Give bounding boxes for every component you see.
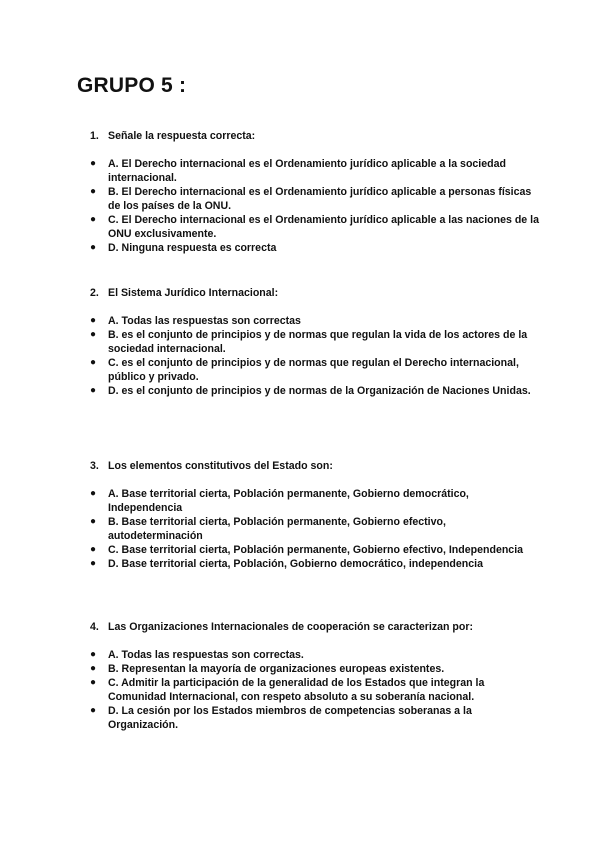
question-3 — [90, 459, 540, 571]
option-d: ● D. Base territorial cierta, Población, Gobierno democrático, independencia — [90, 558, 483, 570]
question-text: Señale la respuesta correcta: — [108, 130, 256, 142]
bullet-icon: ● — [90, 315, 97, 326]
bullet-icon: ● — [90, 242, 97, 253]
option-a: ● A. Base territorial cierta, Población permanente, Gobierno democrático, Independencia — [90, 488, 469, 514]
option-b: ● B. El Derecho internacional es el Ordenamiento jurídico aplicable a personas físicas de los países de la ONU. — [90, 186, 532, 212]
option-a: ● A. Todas las respuestas son correctas. — [90, 649, 304, 661]
question-1 — [90, 129, 540, 255]
bullet-icon: ● — [90, 558, 97, 569]
question-number: 2. — [90, 287, 99, 299]
bullet-icon: ● — [90, 186, 97, 197]
option-d: ● D. Ninguna respuesta es correcta — [90, 242, 277, 254]
option-b: ● B. Representan la mayoría de organizaciones europeas existentes. — [90, 663, 445, 675]
bullet-icon: ● — [90, 488, 97, 499]
bullet-icon: ● — [90, 158, 97, 169]
question-number: 1. — [90, 130, 99, 142]
question-number: 4. — [90, 621, 99, 633]
option-c: ● C. Admitir la participación de la generalidad de los Estados que integran la Comunidad Internacional, con respeto absoluto a su soberanía nacional. — [90, 677, 485, 703]
bullet-icon: ● — [90, 516, 97, 527]
bullet-icon: ● — [90, 357, 97, 368]
bullet-icon: ● — [90, 214, 97, 225]
option-a: ● A. El Derecho internacional es el Ordenamiento jurídico aplicable a la sociedad internacional. — [90, 158, 506, 184]
page-title: GRUPO 5 : — [77, 74, 187, 97]
option-c: ● C. es el conjunto de principios y de normas que regulan el Derecho internacional, público y privado. — [90, 357, 519, 383]
bullet-icon: ● — [90, 544, 97, 555]
option-c: ● C. Base territorial cierta, Población permanente, Gobierno efectivo, Independencia — [90, 544, 524, 556]
bullet-icon: ● — [90, 329, 97, 340]
option-a: ● A. Todas las respuestas son correctas — [90, 315, 301, 327]
question-text: El Sistema Jurídico Internacional: — [108, 287, 279, 299]
bullet-icon: ● — [90, 663, 97, 674]
question-2 — [90, 286, 540, 398]
bullet-icon: ● — [90, 385, 97, 396]
option-b: ● B. Base territorial cierta, Población permanente, Gobierno efectivo, autodeterminación — [90, 516, 446, 542]
question-text: Las Organizaciones Internacionales de cooperación se caracterizan por: — [108, 621, 474, 633]
question-text: Los elementos constitutivos del Estado son: — [108, 460, 333, 472]
option-d: ● D. La cesión por los Estados miembros de competencias soberanas a la Organización. — [90, 705, 472, 731]
question-4 — [90, 620, 540, 732]
option-b: ● B. es el conjunto de principios y de normas que regulan la vida de los actores de la sociedad internacional. — [90, 329, 528, 355]
question-number: 3. — [90, 460, 99, 472]
option-d: ● D. es el conjunto de principios y de normas de la Organización de Naciones Unidas. — [90, 385, 531, 397]
bullet-icon: ● — [90, 649, 97, 660]
bullet-icon: ● — [90, 677, 97, 688]
option-c: ● C. El Derecho internacional es el Ordenamiento jurídico aplicable a las naciones de la ONU exclusivamente. — [90, 214, 539, 240]
bullet-icon: ● — [90, 705, 97, 716]
